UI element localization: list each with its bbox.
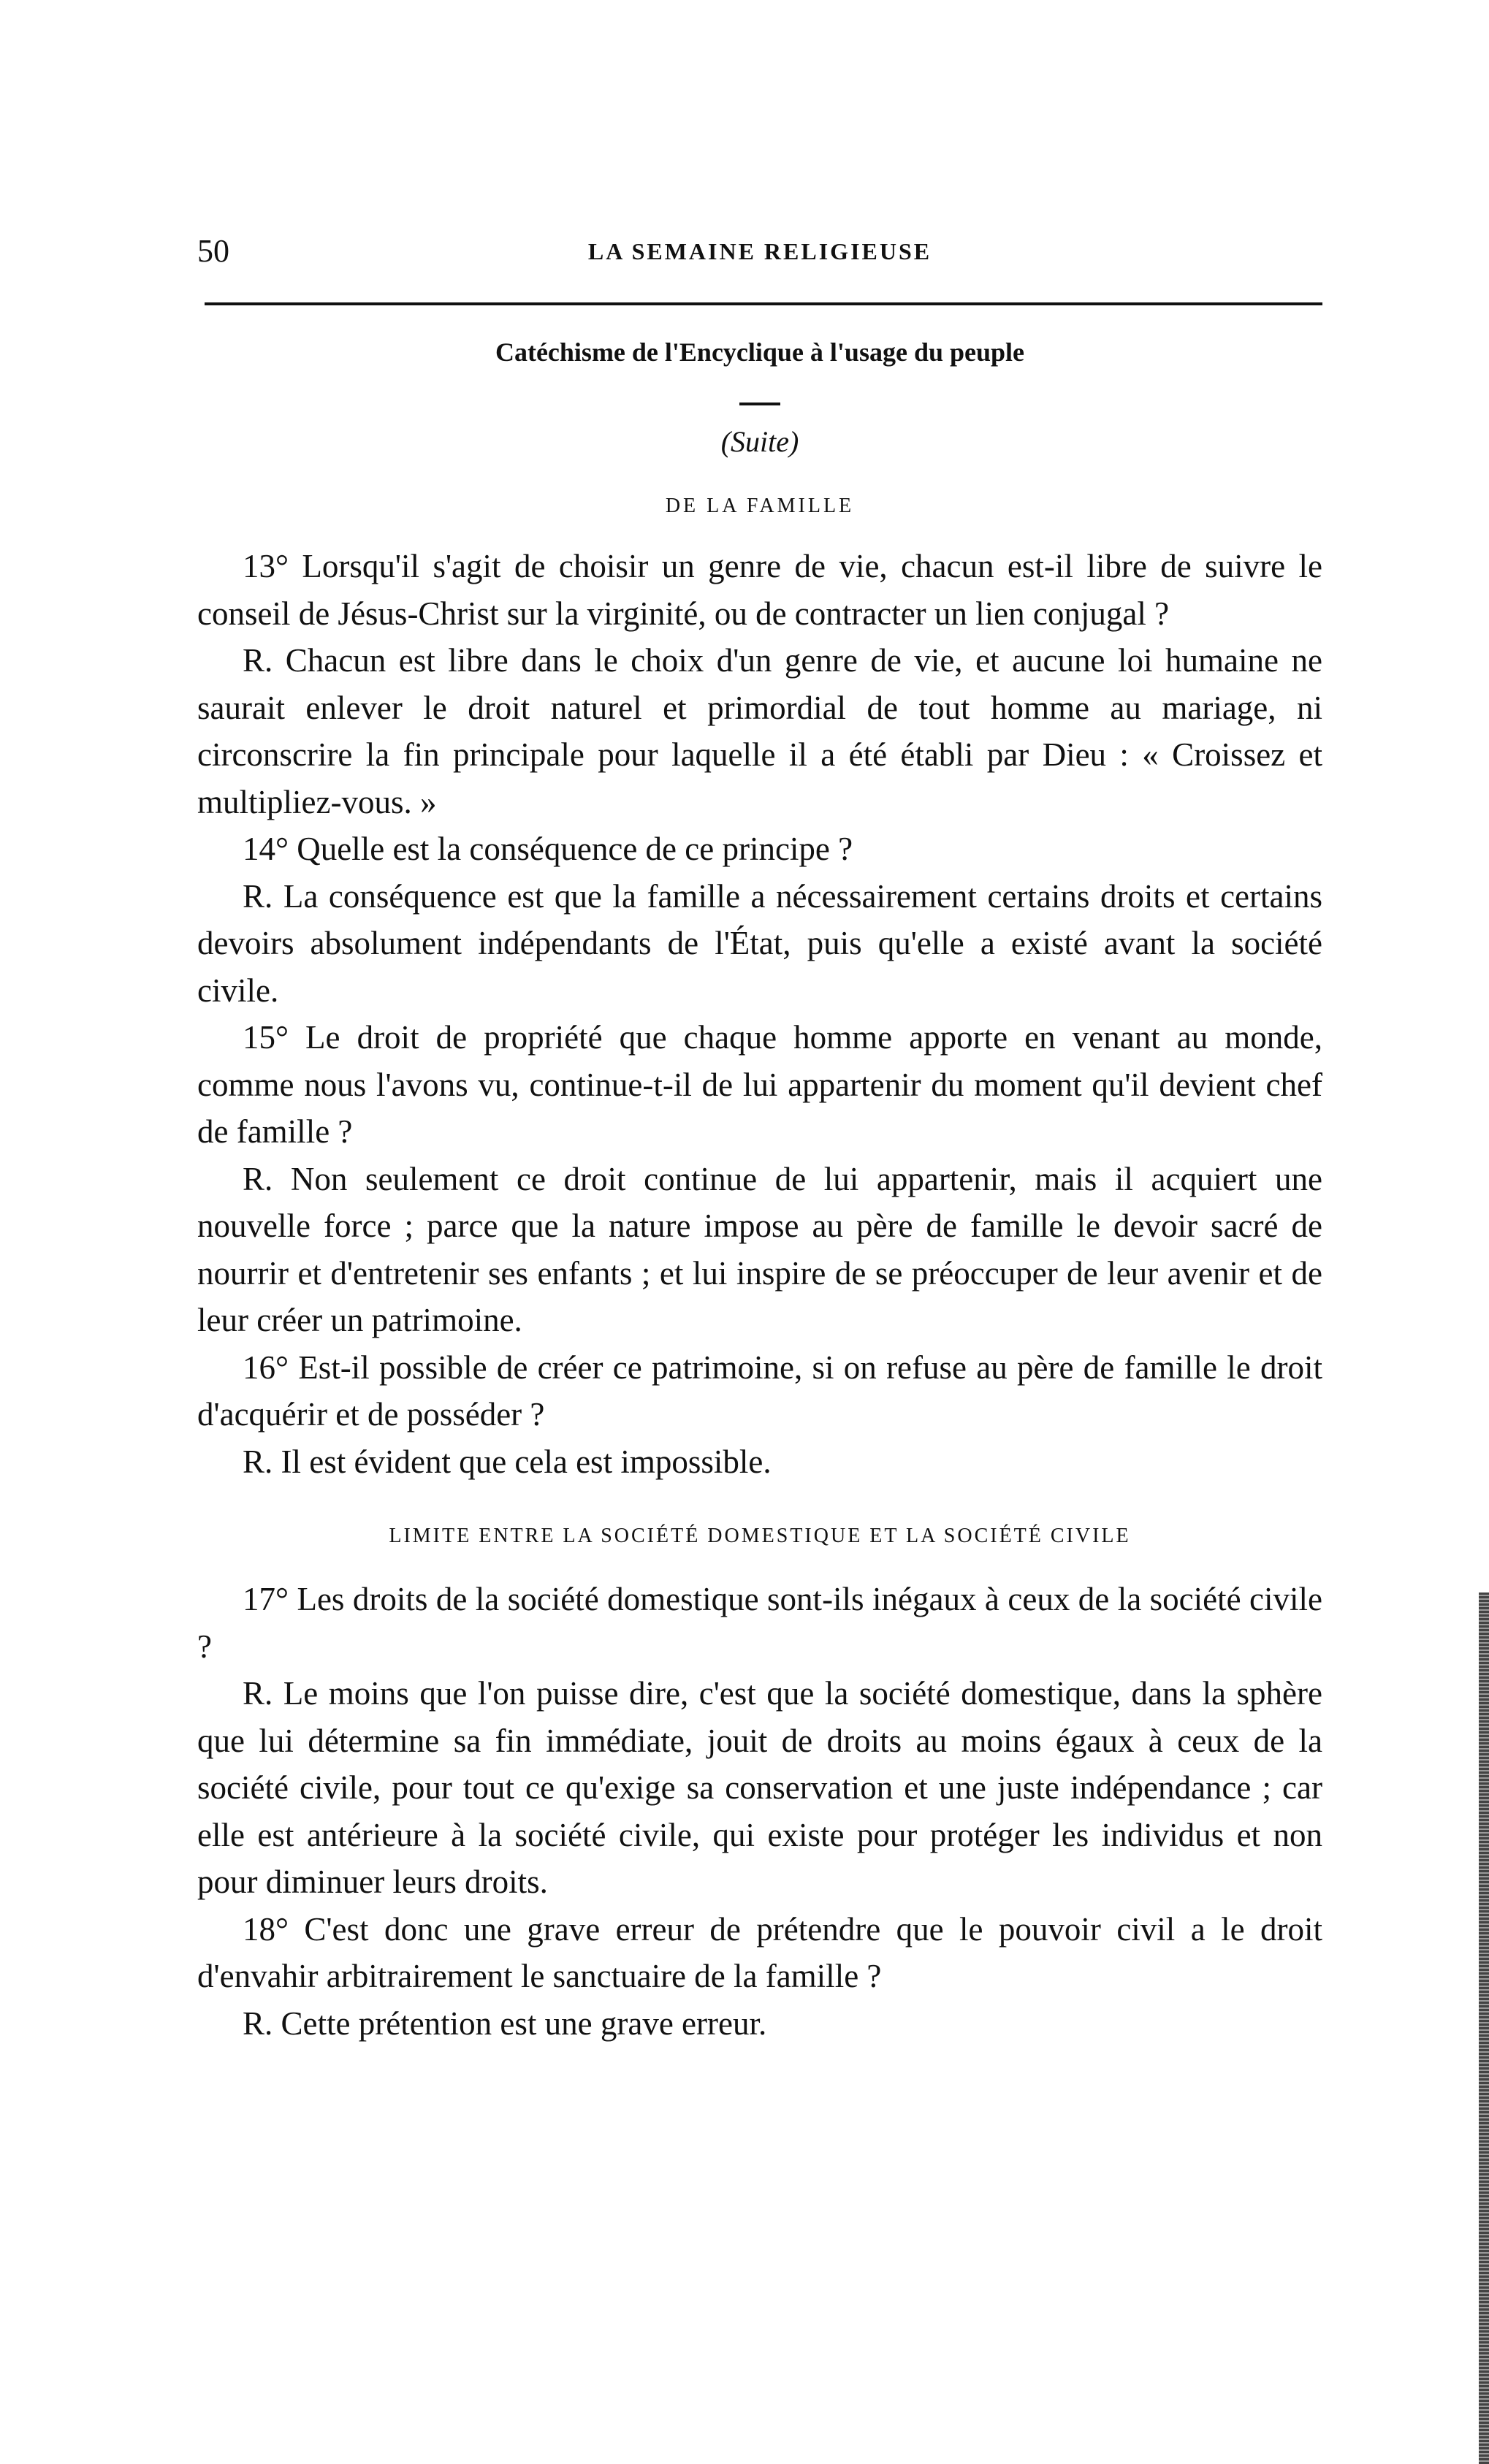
answer-13: R. Chacun est libre dans le choix d'un genre de vie, et aucune loi humaine ne saurait enlever le droit naturel et primordial de tout homme au mariage, ni circonscrire la fin principale pour laquelle il a été établi par Dieu : « Croissez et multipliez-vous. » — [197, 642, 1322, 820]
question-18: 18° C'est donc une grave erreur de prétendre que le pouvoir civil a le droit d'envahir arbitrairement le sanctuaire de la famille ? — [197, 1910, 1322, 1994]
question-13: 13° Lorsqu'il s'agit de choisir un genre de vie, chacun est-il libre de suivre le conseil de Jésus-Christ sur la virginité, ou de contracter un lien conjugal ? — [197, 548, 1322, 632]
answer-17: R. Le moins que l'on puisse dire, c'est que la société domestique, dans la sphère que lui détermine sa fin immédiate, jouit de droits au moins égaux à ceux de la société civile, pour tout ce qu'exige sa conservation et une juste indépendance ; car elle est antérieure à la société civile, qui existe pour protéger les individus et non pour diminuer leurs droits. — [197, 1675, 1322, 1900]
section-heading-famille: DE LA FAMILLE — [665, 495, 855, 517]
question-17: 17° Les droits de la société domestique sont-ils inégaux à ceux de la société civile ? — [197, 1581, 1322, 1665]
header-rule — [205, 302, 1322, 305]
answer-18: R. Cette prétention est une grave erreur. — [243, 2005, 767, 2042]
answer-14: R. La conséquence est que la famille a nécessairement certains droits et certains devoirs absolument indépendants de l'État, puis qu'elle a existé avant la société civile. — [197, 877, 1322, 1009]
question-15: 15° Le droit de propriété que chaque homme apporte en venant au monde, comme nous l'avons vu, continue-t-il de lui appartenir du moment qu'il devient chef de famille ? — [197, 1019, 1322, 1150]
article-subtitle: (Suite) — [720, 425, 799, 458]
section-heading-limite: LIMITE ENTRE LA SOCIÉTÉ DOMESTIQUE ET LA SOCIÉTÉ CIVILE — [389, 1525, 1131, 1547]
page-number: 50 — [197, 233, 229, 269]
answer-15: R. Non seulement ce droit continue de lui appartenir, mais il acquiert une nouvelle force ; parce que la nature impose au père de famille le devoir sacré de nourrir et d'entretenir ses enfants ; et lui inspire de se préoccuper de leur avenir et de leur créer un patrimoine. — [197, 1160, 1322, 1338]
question-16: 16° Est-il possible de créer ce patrimoine, si on refuse au père de famille le droit d'acquérir et de posséder ? — [197, 1349, 1322, 1433]
answer-16: R. Il est évident que cela est impossible. — [243, 1443, 772, 1480]
page-edge-scan-artifact — [1479, 1593, 1489, 2464]
question-14: 14° Quelle est la conséquence de ce principe ? — [243, 831, 853, 867]
page-content — [197, 332, 1322, 2047]
running-head: LA SEMAINE RELIGIEUSE — [587, 238, 932, 264]
article-title: Catéchisme de l'Encyclique à l'usage du peuple — [495, 337, 1025, 367]
title-dash — [739, 403, 780, 405]
page-header — [197, 232, 1322, 276]
